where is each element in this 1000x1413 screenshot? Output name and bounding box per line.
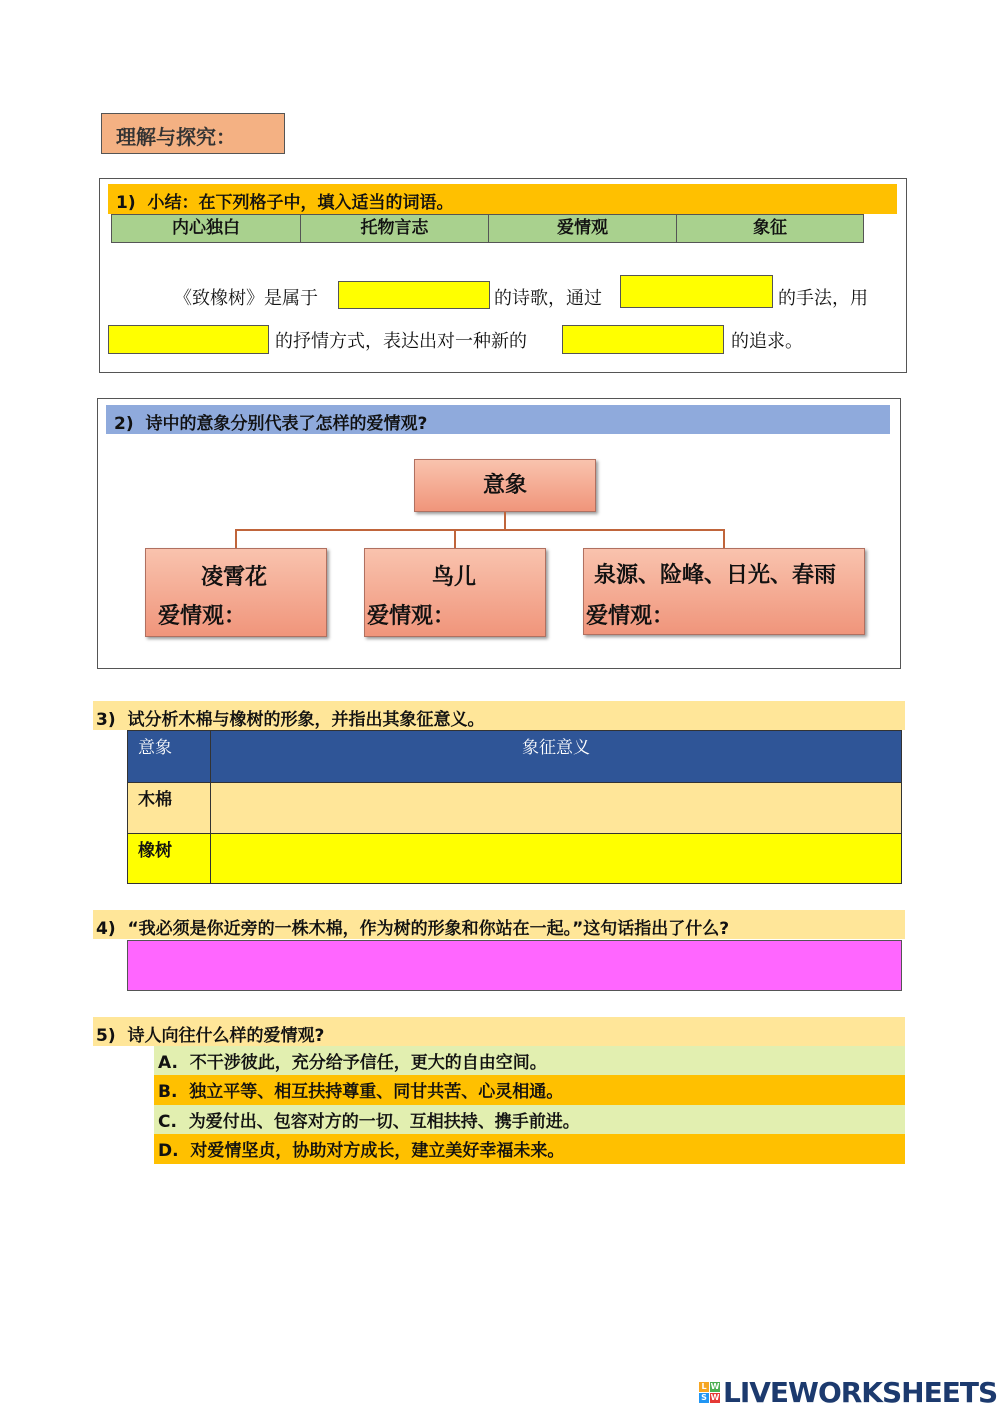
logo-tile-3: S [699,1393,709,1403]
q2-header [106,405,890,434]
blank-3-input[interactable] [108,325,269,354]
liveworksheets-logo-icon [699,1382,721,1404]
table-row-label-xiangshu: 橡树 [127,833,211,884]
liveworksheets-logo-text: LIVEWORKSHEETS [723,1376,998,1409]
q2-number: 2) [114,414,134,434]
table-row-label-mumian: 木棉 [127,782,211,834]
word-cell-4: 象征 [676,214,864,243]
option-c[interactable] [154,1105,905,1134]
connector-vertical-2 [454,529,456,549]
mumian-meaning-input[interactable] [210,782,902,834]
table-header-imagery: 意象 [127,730,211,783]
blank-2-input[interactable] [620,275,773,308]
q3-number: 3) [96,710,116,730]
connector-vertical-root [504,512,506,530]
logo-tile-4: W [710,1393,720,1402]
q1-sentence-part-4: 的抒情方式，表达出对一种新的 [275,331,527,352]
option-a-text: 不干涉彼此，充分给予信任，更大的自由空间。 [189,1053,547,1073]
q4-number: 4) [96,919,116,939]
option-d[interactable] [154,1134,905,1164]
option-d-letter: D. [158,1141,179,1161]
child-node-3-title: 泉源、险峰、日光、春雨 [594,563,837,588]
q4-header [93,910,905,939]
option-c-letter: C. [158,1112,177,1132]
connector-horizontal [235,529,725,531]
word-cell-2: 托物言志 [300,214,489,243]
option-b-letter: B. [158,1082,178,1102]
option-a[interactable] [154,1046,905,1075]
option-a-letter: A. [158,1053,178,1073]
root-node-label: 意象 [482,473,527,498]
q1-sentence-part-2: 的诗歌，通过 [494,288,602,309]
connector-vertical-1 [235,529,237,549]
option-c-text: 为爱付出、包容对方的一切、互相扶持、携手前进。 [188,1112,580,1132]
q1-sentence-part-5: 的追求。 [731,331,803,352]
blank-4-input[interactable] [562,325,724,354]
q1-header [108,184,897,214]
child-node-1-label: 爱情观： [158,604,247,629]
q2-prompt: 诗中的意象分别代表了怎样的爱情观? [145,414,428,434]
word-cell-3: 爱情观 [488,214,677,243]
child-node-lingxiaohua [145,548,327,637]
logo-tile-2: W [710,1382,720,1391]
q3-prompt: 试分析木棉与橡树的形象，并指出其象征意义。 [127,710,485,730]
blank-1-input[interactable] [338,281,490,309]
option-b[interactable] [154,1075,905,1105]
logo-tile-1: L [699,1382,709,1392]
q4-answer-input[interactable] [127,940,902,991]
word-cell-1: 内心独白 [111,214,301,243]
connector-vertical-3 [723,529,725,549]
root-node-imagery [414,459,596,512]
option-b-text: 独立平等、相互扶持尊重、同甘共苦、心灵相通。 [189,1082,564,1102]
q1-sentence-part-3: 的手法，用 [778,288,868,309]
q5-header [93,1017,905,1046]
q5-prompt: 诗人向往什么样的爱情观? [127,1026,325,1046]
xiangshu-meaning-input[interactable] [210,833,902,884]
option-d-text: 对爱情坚贞，协助对方成长，建立美好幸福未来。 [190,1141,565,1161]
q1-prompt: 小结：在下列格子中，填入适当的词语。 [147,193,454,213]
q4-prompt: “我必须是你近旁的一株木棉，作为树的形象和你站在一起。”这句话指出了什么? [127,919,730,939]
q5-number: 5) [96,1026,116,1046]
q3-header [93,701,905,730]
child-node-2-label: 爱情观： [367,604,456,629]
child-node-3-label: 爱情观： [586,604,675,629]
table-header-meaning: 象征意义 [210,730,902,783]
child-node-birds [364,548,546,637]
q1-number: 1) [116,193,136,213]
child-node-springs [583,548,865,635]
q1-sentence-part-1: 《致橡树》是属于 [174,288,318,309]
section-title: 理解与探究： [101,113,285,154]
child-node-1-title: 凌霄花 [201,565,268,590]
child-node-2-title: 鸟儿 [432,565,477,590]
